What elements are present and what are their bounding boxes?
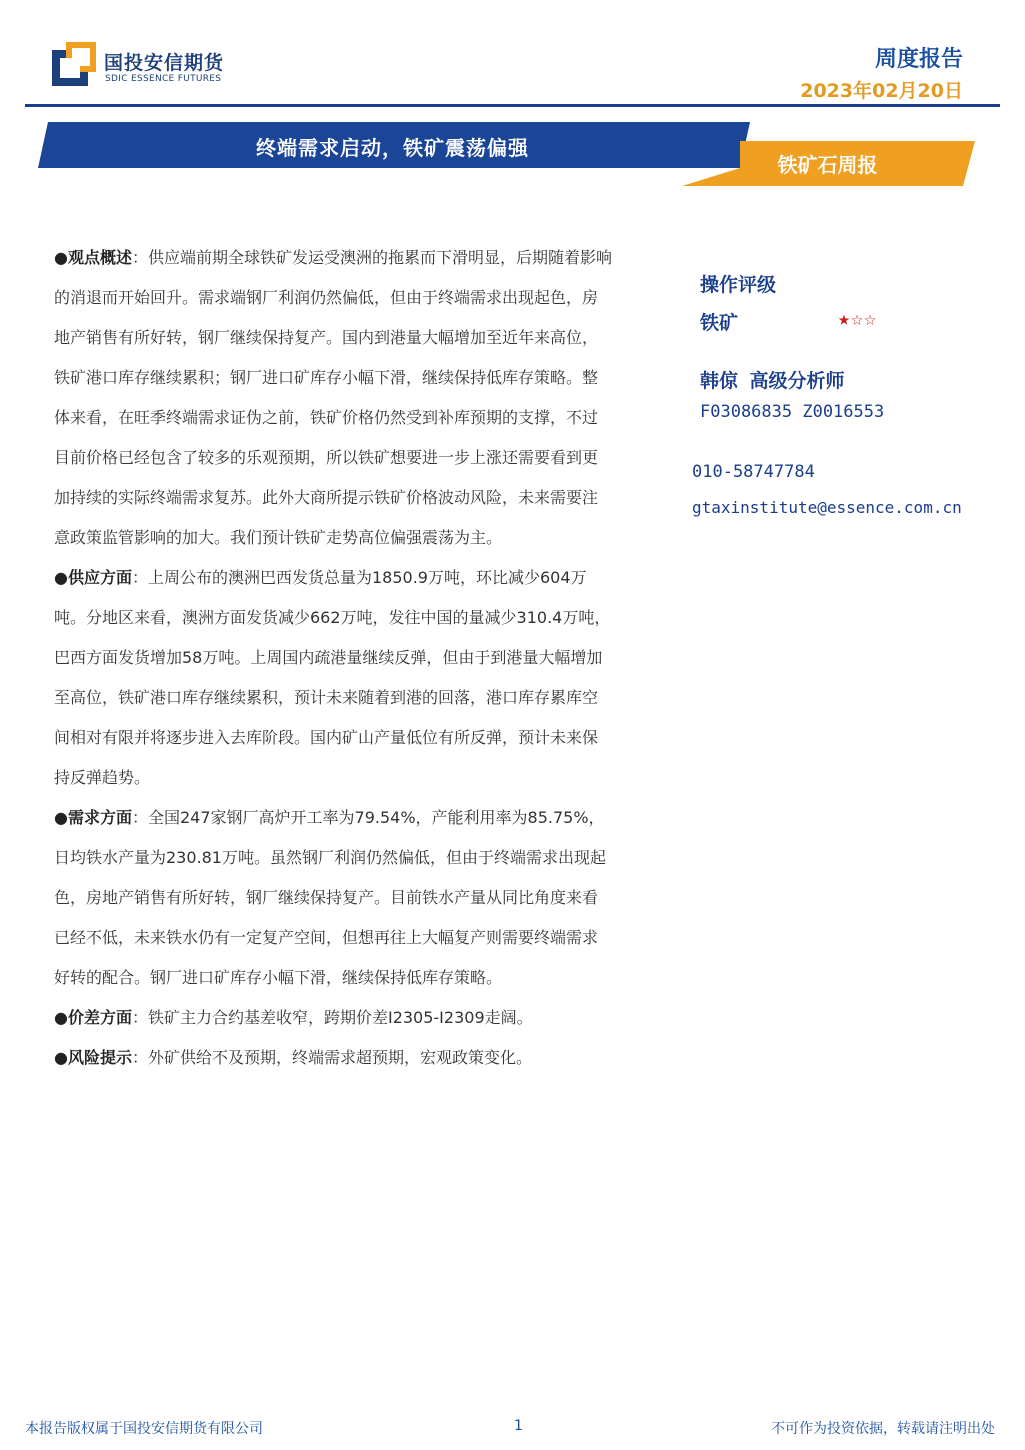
contact-phone: 010-58747784 (692, 462, 815, 482)
analyst-name: 韩倞 高级分析师 (700, 370, 845, 392)
contact-email[interactable]: gtaxinstitute@essence.com.cn (692, 498, 962, 517)
report-type: 周度报告 (874, 47, 963, 72)
footer-disclaimer: 不可作为投资依据，转载请注明出处 (771, 1421, 995, 1437)
section-label: ●观点概述 (54, 248, 132, 267)
logo-text-cn: 国投安信期货 (104, 52, 225, 74)
section-spread (54, 998, 612, 1038)
banner-tag: 铁矿石周报 (777, 153, 878, 177)
banner-title: 终端需求启动，铁矿震荡偏强 (256, 136, 529, 160)
logo-text-en: SDIC ESSENCE FUTURES (105, 74, 222, 84)
section-text: ：外矿供给不及预期，终端需求超预期，宏观政策变化。 (131, 1048, 532, 1067)
report-body (54, 238, 612, 1078)
rating-stars-icon: ★☆☆ (838, 306, 878, 330)
section-overview (54, 238, 612, 558)
section-text: ：全国247家钢厂高炉开工率为79.54%，产能利用率为85.75%，日均铁水产量为230.81万吨。虽然钢厂利润仍然偏低，但由于终端需求出现起色，房地产销售有所好转，钢厂继续保持复产。目前铁水产量从同比角度来看已经不低，未来铁水仍有一定复产空间，但想再往上大幅复产则需要终端需求好转的配合。钢厂进口矿库存小幅下滑，继续保持低库存策略。 (54, 808, 606, 987)
page-number: 1 (514, 1418, 523, 1434)
section-label: ●价差方面 (54, 1008, 132, 1027)
section-label: ●风险提示 (54, 1048, 132, 1067)
section-supply (54, 558, 612, 798)
footer-copyright: 本报告版权属于国投安信期货有限公司 (25, 1421, 263, 1437)
section-label: ●需求方面 (54, 808, 132, 827)
section-label: ●供应方面 (54, 568, 132, 587)
section-text: ：上周公布的澳洲巴西发货总量为1850.9万吨，环比减少604万吨。分地区来看，澳洲方面发货减少662万吨，发往中国的量减少310.4万吨，巴西方面发货增加58万吨。上周国内疏港量继续反弹，但由于到港量大幅增加至高位，铁矿港口库存继续累积，预计未来随着到港的回落，港口库存累库空间相对有限并将逐步进入去库阶段。国内矿山产量低位有所反弹，预计未来保持反弹趋势。 (54, 568, 611, 787)
report-date: 2023年02月20日 (800, 80, 963, 102)
analyst-cert: F03086835 Z0016553 (700, 402, 885, 422)
section-text: ：铁矿主力合约基差收窄，跨期价差I2305-I2309走阔。 (131, 1008, 533, 1027)
rating-heading: 操作评级 (700, 274, 777, 296)
section-demand (54, 798, 612, 998)
section-risk (54, 1038, 612, 1078)
rating-item-name: 铁矿 (700, 312, 739, 334)
section-text: ：供应端前期全球铁矿发运受澳洲的拖累而下滑明显，后期随着影响的消退而开始回升。需求端钢厂利润仍然偏低，但由于终端需求出现起色，房地产销售有所好转，钢厂继续保持复产。国内到港量大幅增加至近年来高位，铁矿港口库存继续累积；钢厂进口矿库存小幅下滑，继续保持低库存策略。整体来看，在旺季终端需求证伪之前，铁矿价格仍然受到补库预期的支撑，不过目前价格已经包含了较多的乐观预期，所以铁矿想要进一步上涨还需要看到更加持续的实际终端需求复苏。此外大商所提示铁矿价格波动风险，未来需要注意政策监管影响的加大。我们预计铁矿走势高位偏强震荡为主。 (54, 248, 612, 547)
